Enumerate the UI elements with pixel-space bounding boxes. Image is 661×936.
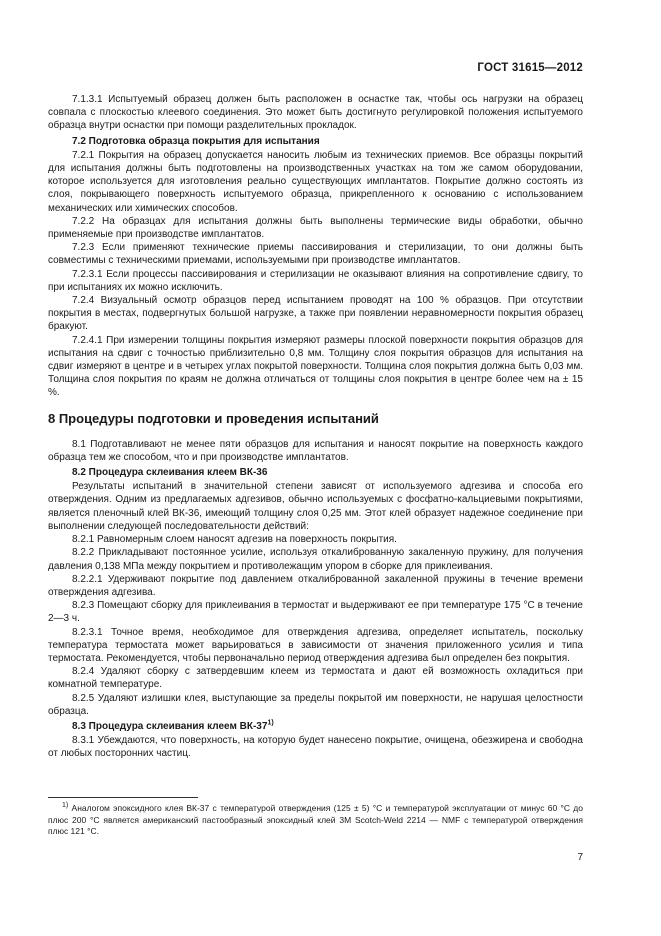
subheading-7-2: 7.2 Подготовка образца покрытия для испытания [72, 135, 320, 147]
paragraph-7-2-3-1: 7.2.3.1 Если процессы пассивирования и стерилизации не оказывают влияния на сопротивление сдвигу, то при испытаниях их можно исключить. [48, 268, 583, 293]
section-heading-8: 8 Процедуры подготовки и проведения испытаний [48, 410, 379, 426]
paragraph-7-2-4: 7.2.4 Визуальный осмотр образцов перед испытанием проводят на 100 % образцов. При отсутствии покрытия в местах, подвергнутых большой нагрузке, а также при появлении неравномерности покрытия образец бракуют. [48, 295, 583, 333]
paragraph-8-2-1: 8.2.1 Равномерным слоем наносят адгезив на поверхность покрытия. [72, 534, 397, 546]
document-body [48, 93, 583, 761]
paragraph-8-2-intro: Результаты испытаний в значительной степени зависят от используемого адгезива и способа его отверждения. Одним из предлагаемых адгезивов, обычно используемых с фосфатно-кальциевыми покрытиями, является пленочный клей ВК-36, имеющий толщину слоя 0,25 мм. Этот клей образует надежное соединение при выполнении следующей последовательности действий: [48, 481, 583, 532]
paragraph-8-3-1: 8.3.1 Убеждаются, что поверхность, на которую будет нанесено покрытие, очищена, обезжирена и свободна от любых посторонних частиц. [48, 735, 583, 760]
subheading-8-3 [48, 720, 583, 733]
footnote [48, 803, 583, 838]
paragraph-7-2-1: 7.2.1 Покрытия на образец допускается наносить любым из технических приемов. Все образцы покрытий для испытания должны быть подготовлены на производственных участках на том же самом оборудовании, которое используется для изготовления реально существующих имплантатов. Покрытие должно состоять из слоя, покрывающего поверхность испытуемого образца, прикрепленного к основанию с использованием механических или химических способов. [48, 149, 583, 214]
subheading-8-2: 8.2 Процедура склеивания клеем ВК-36 [72, 467, 268, 479]
paragraph-7-2-2: 7.2.2 На образцах для испытания должны быть выполнены термические виды обработки, обычно применяемые при производстве имплантатов. [48, 215, 583, 241]
paragraph-8-2-3-1: 8.2.3.1 Точное время, необходимое для отверждения адгезива, определяет испытатель, поскольку температура термостата может варьироваться в зависимости от значения приложенного усилия и типа термостата. Рекомендуется, чтобы первоначально период отверждения адгезива был определен без покрытия. [48, 626, 583, 664]
paragraph-7-2-3: 7.2.3 Если применяют технические приемы пассивирования и стерилизации, то они должны быть совместимы с техническими приемами, используемыми при производстве имплантатов. [48, 242, 583, 267]
footnote-divider [48, 797, 198, 798]
footnote-reference[interactable]: 1) [267, 719, 274, 727]
paragraph-8-2-2: 8.2.2 Прикладывают постоянное усилие, используя откалиброванную закаленную пружину, для получения давления 0,138 МПа между покрытием и противолежащим упором в сборке для приклеивания. [48, 547, 583, 572]
paragraph-7-1-3-1: 7.1.3.1 Испытуемый образец должен быть расположен в оснастке так, чтобы ось нагрузки на образец совпала с плоскостью клеевого соединения. Это может быть достигнуто регулировкой положения испытуемого образца внутри оснастки при помощи разделительных прокладок. [48, 94, 583, 132]
paragraph-8-2-3: 8.2.3 Помещают сборку для приклеивания в термостат и выдерживают ее при температуре 175 °С в течение 2—3 ч. [48, 600, 583, 625]
paragraph-8-2-2-1: 8.2.2.1 Удерживают покрытие под давлением откалиброванной закаленной пружины в течение времени отверждения адгезива. [48, 573, 583, 598]
document-code: ГОСТ 31615—2012 [477, 62, 583, 74]
footnote-text: Аналогом эпоксидного клея ВК-37 с температурой отверждения (125 ± 5) °С и температурой эксплуатации от минус 60 °С до плюс 200 °С является американский пастообразный эпоксидный клей 3М Scotch-Weld 2214 — NMF с температурой отверждения плюс 121 °С. [48, 803, 583, 836]
subheading-8-3-text: 8.3 Процедура склеивания клеем ВК-37 [72, 720, 268, 732]
page-number: 7 [577, 852, 583, 863]
paragraph-8-2-5: 8.2.5 Удаляют излишки клея, выступающие за пределы покрытой им поверхности, не нарушая целостности образца. [48, 692, 583, 717]
footnote-marker: 1) [62, 802, 69, 810]
paragraph-8-1: 8.1 Подготавливают не менее пяти образцов для испытания и наносят покрытие на поверхность каждого образца тем же способом, что и при производстве имплантатов. [48, 438, 583, 463]
paragraph-7-2-4-1: 7.2.4.1 При измерении толщины покрытия измеряют размеры плоской поверхности покрытия образцов для испытания на сдвиг с точностью приблизительно 0,8 мм. Толщину слоя покрытия образцов для испытания на сдвиг измеряют в центре и в четырех углах покрытой поверхности. Толщина слоя покрытия должна быть 0,03 мм. Толщина слоя покрытия по краям не должна отличаться от толщины слоя покрытия в центре более чем на ± 15 %. [48, 334, 583, 399]
paragraph-8-2-4: 8.2.4 Удаляют сборку с затвердевшим клеем из термостата и дают ей возможность охладиться при комнатной температуре. [48, 666, 583, 691]
